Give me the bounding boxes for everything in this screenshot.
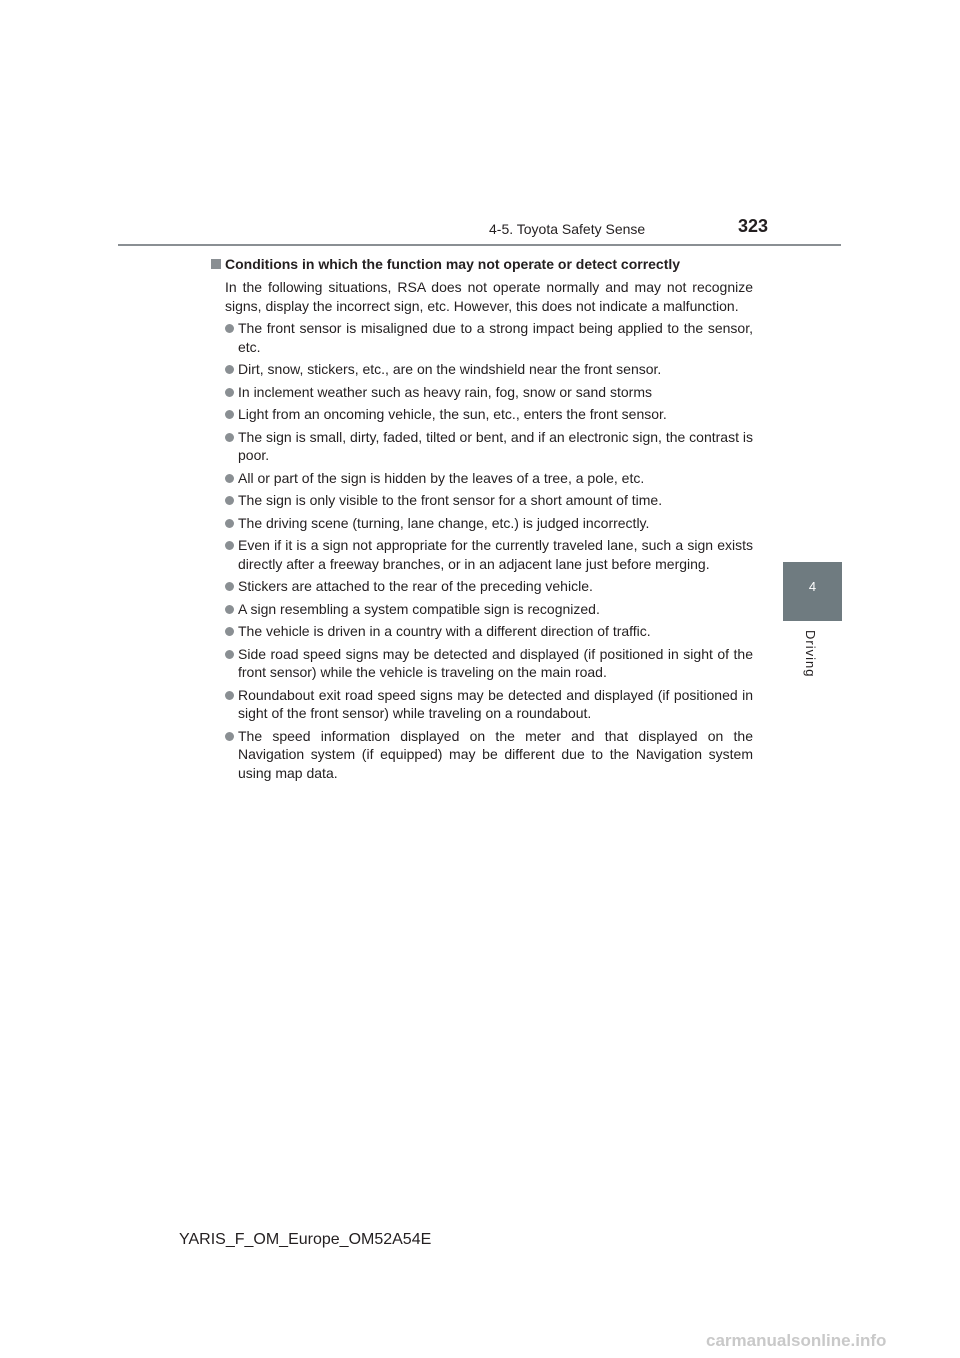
round-bullet-icon [225, 582, 234, 591]
header-divider [118, 244, 841, 246]
list-item [211, 686, 753, 723]
list-item-text: Side road speed signs may be detected and displayed (if positioned in sight of the front sensor) while the vehicle is traveling on the main road. [238, 645, 753, 680]
list-item-text: Roundabout exit road speed signs may be detected and displayed (if positioned in sight of the front sensor) while traveling on a roundabout. [238, 686, 753, 721]
list-item-text: The driving scene (turning, lane change, etc.) is judged incorrectly. [238, 514, 650, 531]
list-item [211, 383, 753, 402]
list-item-text: The sign is small, dirty, faded, tilted or bent, and if an electronic sign, the contrast is poor. [238, 428, 753, 463]
list-item-text: Dirt, snow, stickers, etc., are on the windshield near the front sensor. [238, 361, 662, 377]
list-item-text: The speed information displayed on the meter and that displayed on the Navigation system (if equipped) may be different due to the Navigation system using map data. [238, 727, 753, 781]
list-item-text: Even if it is a sign not appropriate for the currently traveled lane, such a sign exists directly after a freeway branches, or in an adjacent lane just before merging. [238, 537, 753, 572]
round-bullet-icon [225, 410, 234, 419]
list-item [211, 622, 753, 641]
running-header-section: 4-5. Toyota Safety Sense [489, 221, 646, 237]
round-bullet-icon [225, 496, 234, 505]
chapter-number: 4 [808, 579, 817, 594]
list-item [211, 577, 753, 596]
list-item [211, 727, 753, 783]
list-item [211, 536, 753, 573]
list-item [211, 600, 753, 619]
round-bullet-icon [225, 541, 234, 550]
list-item [211, 360, 753, 379]
round-bullet-icon [225, 627, 234, 636]
section-heading-text: Conditions in which the function may not operate or detect correctly [225, 256, 681, 272]
list-item [211, 428, 753, 465]
round-bullet-icon [225, 433, 234, 442]
list-item [211, 405, 753, 424]
chapter-label-text: Driving [803, 630, 818, 678]
round-bullet-icon [225, 365, 234, 374]
round-bullet-icon [225, 388, 234, 397]
round-bullet-icon [225, 650, 234, 659]
round-bullet-icon [225, 732, 234, 741]
watermark: carmanualsonline.info [706, 1331, 887, 1350]
list-item-text: The front sensor is misaligned due to a strong impact being applied to the sensor, etc. [238, 320, 753, 355]
chapter-tab [783, 562, 842, 621]
page-number: 323 [738, 216, 769, 236]
list-item-text: Stickers are attached to the rear of the preceding vehicle. [238, 578, 593, 594]
list-item-text: A sign resembling a system compatible sign is recognized. [238, 600, 600, 617]
list-item [211, 469, 753, 488]
main-content [211, 255, 753, 782]
chapter-label [803, 630, 823, 690]
list-item-text: The sign is only visible to the front sensor for a short amount of time. [238, 492, 663, 508]
round-bullet-icon [225, 691, 234, 700]
square-bullet-icon [211, 259, 221, 269]
round-bullet-icon [225, 519, 234, 528]
list-item [211, 514, 753, 533]
round-bullet-icon [225, 474, 234, 483]
list-item [211, 491, 753, 510]
condition-list [211, 319, 753, 782]
section-intro: In the following situations, RSA does not operate normally and may not recognize signs, display the incorrect sign, etc. However, this does not indicate a malfunction. [225, 279, 753, 314]
list-item [211, 645, 753, 682]
list-item-text: In inclement weather such as heavy rain, fog, snow or sand storms [238, 383, 652, 400]
section-heading [211, 255, 753, 273]
list-item-text: All or part of the sign is hidden by the leaves of a tree, a pole, etc. [238, 469, 645, 486]
list-item-text: Light from an oncoming vehicle, the sun, etc., enters the front sensor. [238, 406, 667, 422]
document-code: YARIS_F_OM_Europe_OM52A54E [179, 1231, 432, 1248]
round-bullet-icon [225, 324, 234, 333]
list-item-text: The vehicle is driven in a country with a different direction of traffic. [238, 623, 651, 639]
list-item [211, 319, 753, 356]
round-bullet-icon [225, 605, 234, 614]
